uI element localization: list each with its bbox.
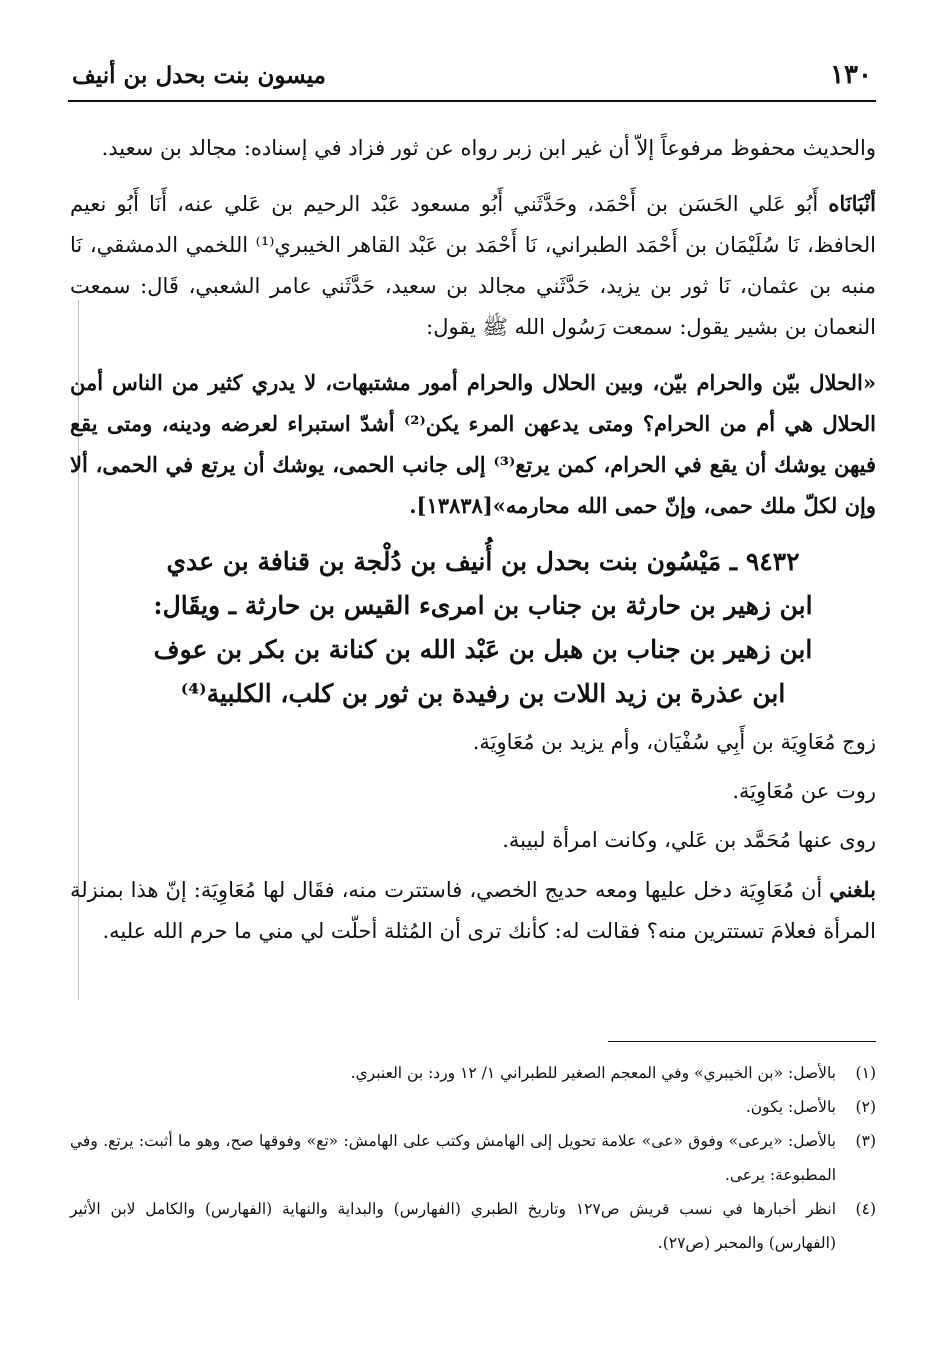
paragraph-isnad xyxy=(70,183,876,348)
footnotes xyxy=(70,1056,876,1260)
footnote xyxy=(70,1124,876,1192)
footnote-mark: (٣) xyxy=(855,1132,876,1150)
report-lead-word: بلغني xyxy=(829,877,876,902)
page-header xyxy=(68,52,876,102)
paragraph-hadith: «الحلال بيّن والحرام بيّن، وبين الحلال والحرام أمور مشتبهات، لا يدري كثير من الناس أمن الحلال هي أم من الحرام؟ ومتى يدعهن المرء يكن⁽²⁾ أشدّ استبراء لعرضه ودينه، ومتى يقع فيهن يوشك أن يقع في الحرام، كمن يرتع⁽³⁾ إلى جانب الحمى، يوشك أن يرتع في الحمى، ألا وإن لكلّ ملك حمى، وإنّ حمى الله محارمه»[١٣٨٣٨]. xyxy=(70,370,876,518)
paragraph-hadith-note: والحديث محفوظ مرفوعاً إلاّ أن غير ابن زبر رواه عن ثور فزاد في إسناده: مجالد بن سعيد. xyxy=(101,136,876,160)
footnote-mark: (٢) xyxy=(855,1098,876,1116)
footnote-text: بالأصل: «بن الخيبري» وفي المعجم الصغير للطبراني ١/ ١٢ ورد: بن العنبري. xyxy=(350,1064,836,1082)
isnad-lead-word: أنْبَانَاه xyxy=(828,191,876,216)
biography-line-narrators: روى عنها مُحَمَّد بن عَلي، وكانت امرأة لبيبة. xyxy=(502,828,876,852)
footnote-rule xyxy=(608,1041,876,1042)
biography-heading-line-2: ابن زهير بن حارثة بن جناب بن امرىء القيس بن حارثة ـ ويقَال: xyxy=(153,591,813,620)
biography-line-narrated-from: روت عن مُعَاوِيَة. xyxy=(732,779,876,803)
main-text xyxy=(70,128,876,966)
biography-heading-line-4: ابن عذرة بن زيد اللات بن رفيدة بن ثور بن كلب، الكلبية⁽⁴⁾ xyxy=(180,679,786,708)
biography-heading-line-3: ابن زهير بن جناب بن هبل بن عَبْد الله بن كنانة بن بكر بن عوف xyxy=(153,635,813,664)
footnote xyxy=(70,1192,876,1260)
report-text: أن مُعَاوِيَة دخل عليها ومعه حديج الخصي، فاستترت منه، فقَال لها مُعَاوِيَة: إنّ هذا بمنزلة المرأة فعلامَ تستترين منه؟ فقالت له: كأنك ترى أن المُثلة أحلّت لي مني ما حرم الله عليه. xyxy=(70,878,876,943)
footnote-text: بالأصل: يكون. xyxy=(745,1098,836,1116)
footnote-mark: (٤) xyxy=(855,1200,876,1218)
isnad-text: أَبُو عَلي الحَسَن بن أَحْمَد، وحَدَّثَني أَبُو مسعود عَبْد الرحيم بن عَلي عنه، أَنَا أَبُو نعيم الحافظ، نَا سُلَيْمَان بن أَحْمَد الطبراني، نَا أَحْمَد بن عَبْد القاهر الخيبري⁽¹⁾ اللخمي الدمشقي، نَا منبه بن عثمان، نَا ثور بن يزيد، حَدَّثَني مجالد بن سعيد، حَدَّثَني عامر الشعبي، قَال: سمعت النعمان بن بشير يقول: سمعت رَسُول الله ﷺ يقول: xyxy=(70,192,876,339)
biography-heading-line-1: ٩٤٣٢ ـ مَيْسُون بنت بحدل بن أُنيف بن دُلْجة بن قنافة بن عدي xyxy=(166,547,800,576)
running-title: ميسون بنت بحدل بن أنيف xyxy=(72,62,326,89)
footnote-text: انظر أخبارها في نسب قريش ص١٢٧ وتاريخ الطبري (الفهارس) والبداية والنهاية (الفهارس) والكامل لابن الأثير (الفهارس) والمحبر (ص٢٧). xyxy=(70,1200,836,1252)
footnote-mark: (١) xyxy=(855,1064,876,1082)
paragraph-report xyxy=(70,869,876,952)
biography-heading xyxy=(130,540,836,716)
footnote-text: بالأصل: «يرعى» وفوق «عى» علامة تحويل إلى الهامش وكتب على الهامش: «تع» وفوقها صح، وهو ما أثبت: يرتع. وفي المطبوعة: يرعى. xyxy=(70,1132,836,1184)
header-rule xyxy=(68,100,876,102)
page-number: ١٣٠ xyxy=(830,60,872,90)
biography-line-spouse: زوج مُعَاوِيَة بن أَبِي سُفْيَان، وأم يزيد بن مُعَاوِيَة. xyxy=(472,730,876,754)
footnote xyxy=(70,1090,876,1124)
footnote xyxy=(70,1056,876,1090)
